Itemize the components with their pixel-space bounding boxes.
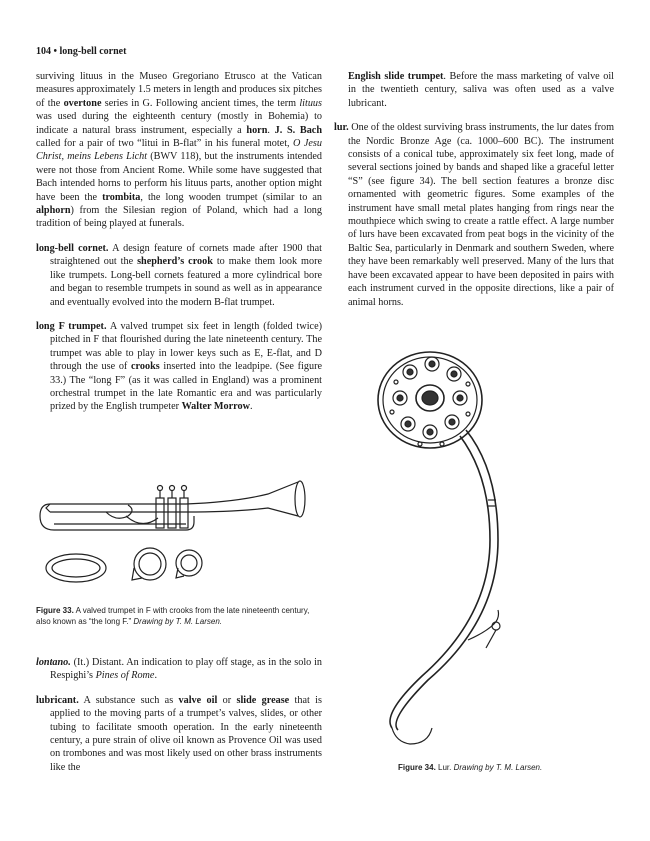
entry-lur: lur. One of the oldest surviving brass instruments, the lur dates from the Nordic Bronze Age (ca. 1000–600 BC). The instrument consists of a conical tube, approximately six feet long, made of several sections joined by bands and shaped like a graceful letter “S” (see figure 34). The bell section features a bronze disc ornamented with geometric figures. Some examples of the instrument have small metal plates hanging from rings near the mouthpiece which swing to create a rattle effect. A large number of lurs have been excavated from peat bogs in the vicinity of the Baltic Sea, particularly in Denmark and southern Sweden, where they have been remarkably well preserved. Many of the lurs that have been excavated appear to have been deposited in pairs with each instrument curved in the opposite directions, like a pair of animal horns. bbox=[334, 122, 614, 308]
left-column bbox=[36, 70, 322, 425]
entry-long-bell-cornet: long-bell cornet. A design feature of cornets made after 1900 that straightened out the shepherd’s crook to make them look more like trumpets. Long-bell cornets featured a more cylindrical bore and began to resemble trumpets in sound as well as in appearance and eventually evolved into the modern B-flat trumpet. bbox=[36, 242, 322, 308]
running-header bbox=[36, 46, 126, 57]
figure-33-caption: Figure 33. A valved trumpet in F with crooks from the late nineteenth century, also known as “the long F.” Drawing by T. M. Larsen. bbox=[36, 606, 310, 626]
entry-term: lontano. bbox=[36, 657, 71, 668]
entry-term: long-bell cornet. bbox=[36, 242, 109, 254]
entry-lontano: lontano. (It.) Distant. An indication to play off stage, as in the solo in Respighi’s Pines of Rome. bbox=[36, 657, 322, 682]
entry-long-f-trumpet: long F trumpet. A valved trumpet six feet in length (folded twice) pitched in F that flourished during the late nineteenth century. The trumpet was able to play in lower keys such as E, E-flat, and D through the use of crooks inserted into the leadpipe. (See figure 33.) The “long F” (as it was called in England) was a prominent orchestral trumpet in the late Romantic era and was particularly prized by the English trumpeter Walter Morrow. bbox=[36, 320, 322, 413]
lur-illustration bbox=[368, 350, 548, 750]
entry-term: lur. bbox=[334, 122, 349, 134]
figure-label: Figure 34. bbox=[398, 763, 436, 772]
figure-label: Figure 33. bbox=[36, 606, 74, 615]
running-head-title: long-bell cornet bbox=[59, 46, 127, 57]
trumpet-illustration bbox=[36, 472, 326, 597]
page-number: 104 bbox=[36, 46, 51, 57]
lubricant-continuation: English slide trumpet. Before the mass marketing of valve oil in the twentieth century, saliva was often used as a valve lubricant. bbox=[348, 71, 614, 109]
header-bullet: • bbox=[53, 46, 58, 57]
entry-lubricant: lubricant. A substance such as valve oil or slide grease that is applied to the moving parts of a trumpet’s valves, slides, or other tubing to facilitate smooth operation. In the early nineteenth century, a pure strain of olive oil known as Provence Oil was used on trombones and was most likely used on other brass instruments like the bbox=[36, 694, 322, 773]
lituus-continuation: surviving lituus in the Museo Gregoriano Etrusco at the Vatican measures approximately 1.5 meters in length and produces six pitches of the overtone series in G. Following ancient times, the term lituus was used during the eighteenth century (mostly in Bohemia) to indicate a natural brass instrument, especially a horn. J. S. Bach called for a pair of two “litui in B-flat” in his funeral motet, O Jesu Christ, meins Lebens Licht (BWV 118), but the instruments intended were not those from Ancient Rome. While some have suggested that Bach intended horns to perform his lituus parts, another option might have been the trombita, the long wooden trumpet (similar to an alphorn) from the Silesian region of Poland, which had a long tradition of being played at funerals. bbox=[36, 71, 322, 230]
left-column-lower bbox=[36, 656, 322, 785]
entry-term: long F trumpet. bbox=[36, 320, 107, 332]
entry-term: lubricant. bbox=[36, 694, 79, 706]
right-column bbox=[334, 70, 614, 320]
figure-34-caption: Figure 34. Lur. Drawing by T. M. Larsen. bbox=[398, 763, 543, 772]
